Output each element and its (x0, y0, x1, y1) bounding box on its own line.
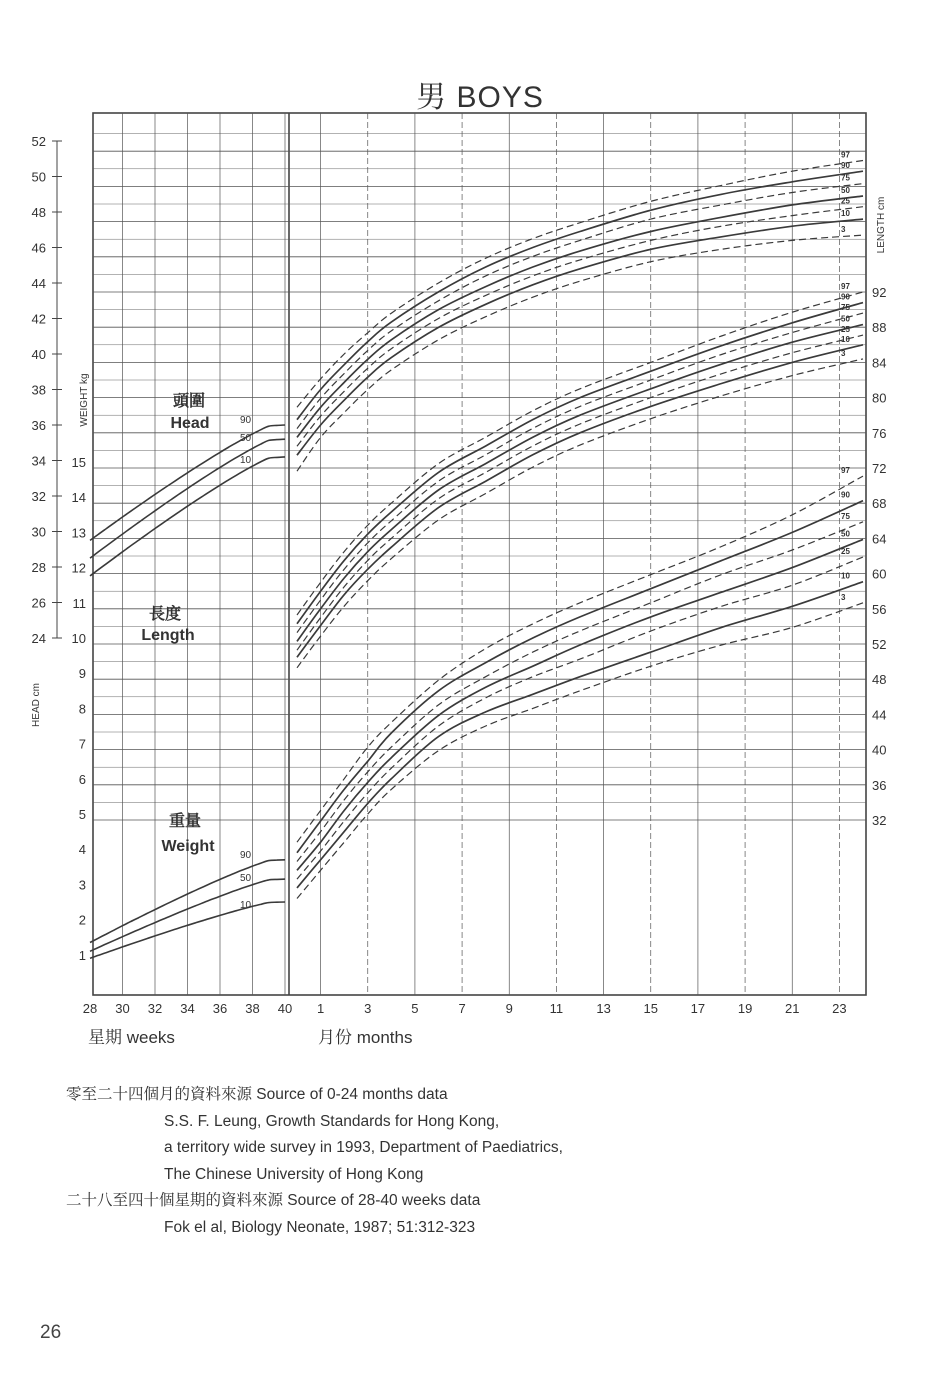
x-caption-weeks: 星期 weeks (88, 1028, 175, 1047)
infant-weight-label-p10: 10 (841, 571, 850, 581)
length-axis-tick-label: 36 (872, 777, 887, 793)
x-tick-label-weeks: 40 (277, 1001, 293, 1016)
weight-axis-tick-label: 9 (78, 666, 86, 682)
x-tick-label-weeks: 30 (115, 1001, 130, 1016)
infant-weight-label-p50: 50 (841, 529, 850, 539)
x-tick-label-months: 21 (785, 1001, 800, 1016)
length-axis-tick-label: 88 (872, 320, 887, 336)
note-line: The Chinese University of Hong Kong (164, 1165, 424, 1183)
weight-axis-title: WEIGHT kg (79, 373, 90, 427)
weight-axis-tick-label: 1 (78, 947, 86, 963)
infant-length-curve-p3 (297, 359, 863, 668)
infant-length-label-p10: 10 (841, 334, 850, 344)
weight-axis-tick-label: 7 (78, 736, 86, 752)
infant-head-curve-p3 (297, 235, 863, 471)
x-tick-label-months: 19 (737, 1001, 753, 1016)
head-axis-tick-label: 48 (31, 205, 46, 220)
length-axis-tick-label: 56 (872, 601, 887, 617)
infant-weight-curve-p50 (297, 539, 863, 870)
head-axis-tick-label: 44 (31, 276, 46, 291)
weight-axis-tick-label: 3 (78, 877, 86, 893)
section-label-head-en: Head (170, 415, 210, 432)
infant-length-curve-p75 (297, 313, 863, 632)
length-axis-tick-label: 32 (872, 813, 887, 828)
section-label-weight-zh: 重量 (168, 813, 202, 830)
length-axis-tick-label: 44 (872, 707, 887, 723)
length-axis-tick-label: 84 (872, 355, 887, 371)
preterm-weight-label-p50: 50 (240, 873, 252, 885)
infant-weight-curve-p10 (297, 582, 863, 888)
infant-weight-label-p3: 3 (841, 592, 846, 602)
x-tick-label-months: 9 (505, 1001, 513, 1016)
infant-length-label-p3: 3 (841, 348, 846, 358)
x-tick-label-months: 3 (364, 1001, 372, 1016)
weight-axis-tick-label: 14 (71, 490, 86, 506)
infant-weight-curve-p3 (297, 603, 863, 899)
length-axis-tick-label: 40 (872, 742, 887, 758)
note-line: 二十八至四十個星期的資料來源 Source of 28-40 weeks data (66, 1192, 481, 1209)
head-axis-tick-label: 36 (31, 418, 46, 433)
length-axis-tick-label: 64 (872, 531, 887, 547)
infant-weight-label-p25: 25 (841, 547, 850, 557)
infant-weight-label-p75: 75 (841, 511, 850, 521)
head-axis-title: HEAD cm (31, 683, 42, 727)
section-label-weight-en: Weight (161, 838, 215, 855)
note-line: S.S. F. Leung, Growth Standards for Hong Kong, (164, 1112, 500, 1130)
x-tick-label-months: 1 (316, 1001, 325, 1016)
x-tick-label-months: 23 (832, 1001, 847, 1016)
infant-weight-label-p97: 97 (841, 466, 850, 476)
infant-head-label-p50: 50 (841, 186, 850, 196)
x-tick-label-months: 7 (458, 1001, 466, 1016)
head-axis-tick-label: 24 (31, 631, 46, 646)
head-axis-tick-label: 52 (31, 134, 46, 149)
section-label-head-zh: 頭圍 (172, 393, 206, 410)
head-axis-tick-label: 40 (31, 347, 46, 362)
length-axis-tick-label: 72 (872, 461, 887, 476)
x-tick-label-months: 11 (549, 1001, 564, 1016)
infant-weight-label-p90: 90 (841, 490, 850, 500)
head-axis-tick-label: 42 (31, 311, 46, 327)
weight-axis-tick-label: 4 (78, 842, 86, 858)
infant-head-curve-p97 (297, 161, 863, 408)
x-tick-label-weeks: 38 (245, 1001, 260, 1016)
weight-axis-tick-label: 8 (78, 701, 86, 717)
length-axis-tick-label: 60 (872, 566, 887, 582)
length-axis-tick-label: 68 (872, 496, 887, 512)
infant-head-label-p25: 25 (841, 196, 850, 206)
section-label-length-en: Length (141, 627, 195, 644)
infant-length-label-p50: 50 (841, 314, 850, 324)
preterm-weight-label-p90: 90 (240, 849, 252, 861)
length-axis-tick-label: 52 (872, 637, 887, 652)
head-axis-tick-label: 30 (31, 524, 46, 540)
x-tick-label-months: 5 (411, 1001, 419, 1016)
preterm-head-label-p90: 90 (240, 415, 252, 426)
section-label-length-zh: 長度 (148, 606, 182, 623)
preterm-weight-label-p10: 10 (240, 900, 252, 911)
infant-head-label-p75: 75 (841, 173, 850, 183)
infant-head-label-p10: 10 (841, 209, 850, 219)
chart-title: 男 BOYS (416, 81, 544, 114)
head-axis-tick-label: 26 (31, 595, 46, 611)
weight-axis-tick-label: 5 (78, 807, 86, 822)
infant-head-curve-p90 (297, 171, 863, 420)
infant-length-label-p25: 25 (841, 325, 850, 335)
x-tick-label-months: 15 (643, 1001, 658, 1016)
length-axis-tick-label: 48 (872, 672, 887, 688)
infant-length-label-p97: 97 (841, 282, 850, 291)
length-axis-title: LENGTH cm (876, 196, 887, 254)
head-axis-tick-label: 38 (31, 382, 46, 398)
page-number: 26 (40, 1322, 62, 1343)
infant-head-curve-p75 (297, 184, 863, 429)
head-axis-tick-label: 32 (31, 489, 46, 504)
preterm-head-label-p10: 10 (240, 454, 252, 466)
weight-axis-tick-label: 6 (78, 771, 86, 787)
length-axis-tick-label: 92 (872, 285, 887, 300)
infant-length-curve-p90 (297, 303, 863, 624)
x-tick-label-weeks: 32 (147, 1001, 163, 1016)
weight-axis-tick-label: 11 (72, 595, 86, 611)
infant-head-label-p97: 97 (841, 150, 850, 160)
x-tick-label-weeks: 36 (212, 1001, 228, 1016)
head-axis-tick-label: 46 (31, 240, 46, 256)
note-line: 零至二十四個月的資料來源 Source of 0-24 months data (66, 1086, 448, 1103)
infant-length-label-p75: 75 (841, 303, 850, 313)
infant-head-label-p3: 3 (841, 225, 846, 235)
x-tick-label-weeks: 28 (82, 1001, 98, 1016)
weight-axis-tick-label: 13 (71, 525, 86, 541)
infant-length-curve-p50 (297, 325, 863, 642)
head-axis-tick-label: 28 (31, 560, 46, 575)
weight-axis-tick-label: 2 (78, 912, 86, 928)
x-caption-months: 月份 months (318, 1028, 413, 1047)
x-tick-label-months: 17 (690, 1001, 706, 1016)
infant-head-label-p90: 90 (841, 161, 850, 171)
head-axis-tick-label: 50 (31, 169, 46, 185)
source-notes (66, 1082, 563, 1241)
weight-axis-tick-label: 12 (71, 560, 86, 576)
x-tick-label-months: 13 (596, 1001, 611, 1016)
note-line: a territory wide survey in 1993, Department of Paediatrics, (164, 1139, 563, 1156)
weight-axis-tick-label: 15 (71, 455, 86, 470)
infant-weight-curve-p25 (297, 557, 863, 879)
length-axis-tick-label: 76 (872, 425, 887, 441)
infant-length-label-p90: 90 (841, 292, 850, 302)
head-axis-tick-label: 34 (31, 453, 46, 469)
x-tick-label-weeks: 34 (180, 1001, 195, 1016)
preterm-head-label-p50: 50 (240, 433, 252, 445)
length-axis-tick-label: 80 (872, 390, 887, 406)
note-line: Fok el al, Biology Neonate, 1987; 51:312-323 (164, 1218, 476, 1236)
weight-axis-tick-label: 10 (71, 631, 86, 646)
